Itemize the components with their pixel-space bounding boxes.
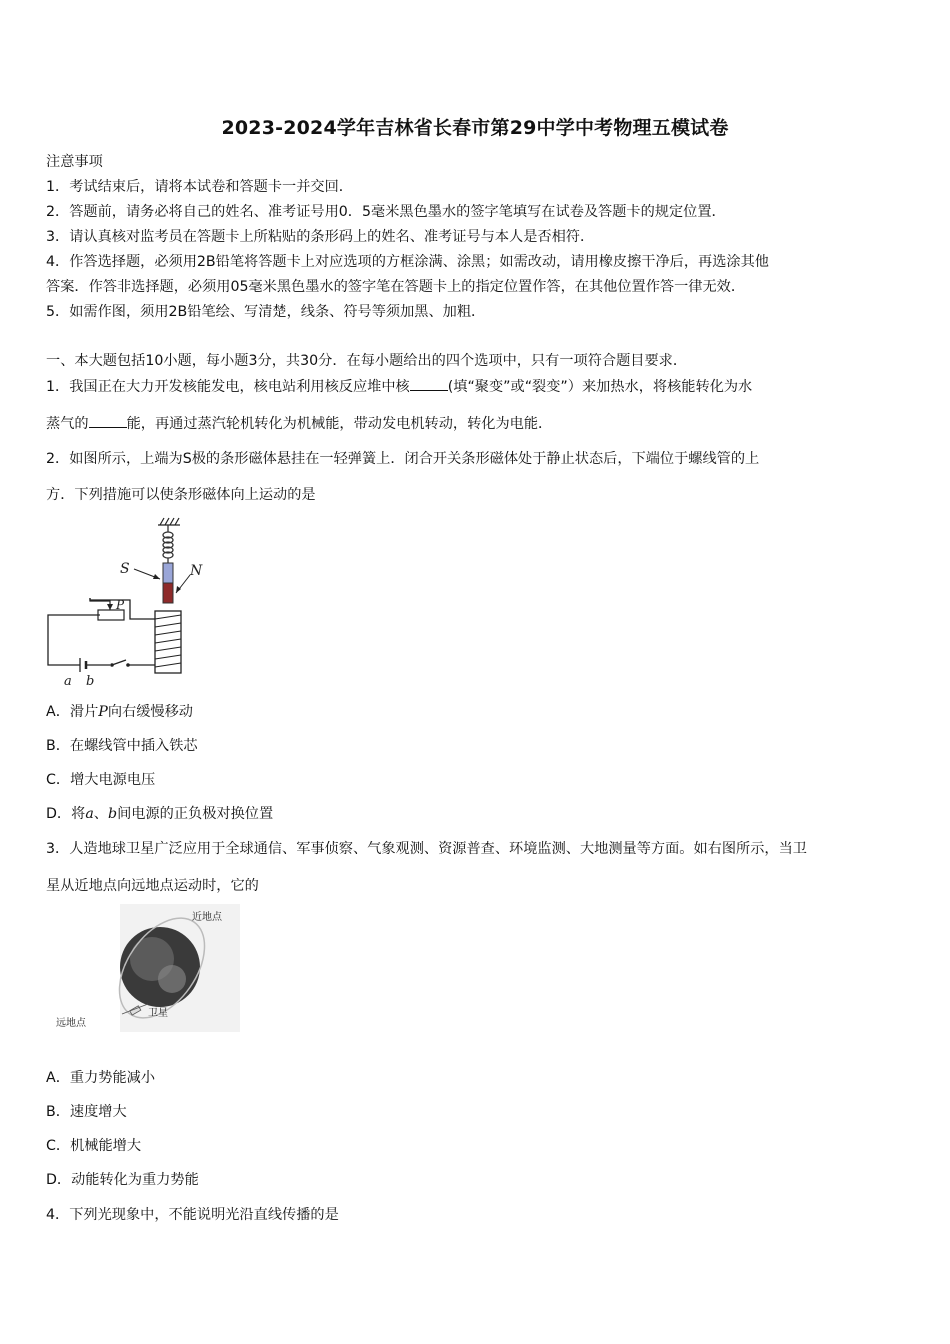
question-3-line-1: 3．人造地球卫星广泛应用于全球通信、军事侦察、气象观测、资源普查、环境监测、大地测量等方面。如右图所示，当卫 [46, 841, 807, 857]
q1-text-c: 蒸气的 [46, 416, 89, 432]
q1-blank-1 [410, 376, 448, 391]
notice-item-5: 5．如需作图，须用2B铅笔绘、写清楚，线条、符号等须加黑、加粗． [46, 304, 486, 320]
q2-option-c: C．增大电源电压 [46, 772, 156, 788]
question-2-line-2: 方．下列措施可以使条形磁体向上运动的是 [46, 487, 316, 503]
question-1-line-2 [46, 413, 552, 434]
q2-option-d: D．将a、b间电源的正负极对换位置 [46, 806, 274, 822]
q3-option-b: B．速度增大 [46, 1104, 127, 1120]
section-heading: 一、本大题包括10小题，每小题3分，共30分．在每小题给出的四个选项中，只有一项符合题目要求． [46, 353, 688, 369]
q1-text-a: 1．我国正在大力开发核能发电，核电站利用核反应堆中核 [46, 379, 410, 395]
page-title: 2023-2024学年吉林省长春市第29中学中考物理五模试卷 [221, 117, 729, 139]
notice-item-1: 1．考试结束后，请将本试卷和答题卡一并交回． [46, 179, 353, 195]
notice-item-3: 3．请认真核对监考员在答题卡上所粘贴的条形码上的姓名、准考证号与本人是否相符． [46, 229, 595, 245]
q1-text-d: 能，再通过蒸汽轮机转化为机械能，带动发电机转动，转化为电能． [126, 416, 553, 432]
notice-item-4-continued: 答案．作答非选择题，必须用05毫米黑色墨水的签字笔在答题卡上的指定位置作答，在其他位置作答一律无效． [46, 279, 746, 295]
q3-orbit-figure [52, 904, 242, 1032]
switch-lever [112, 660, 126, 665]
question-2-line-1: 2．如图所示，上端为S极的条形磁体悬挂在一轻弹簧上．闭合开关条形磁体处于静止状态后，下端位于螺线管的上 [46, 451, 760, 467]
q1-text-b: (填“聚变”或“裂变”）来加热水，将核能转化为水 [447, 379, 753, 395]
notice-heading: 注意事项 [46, 154, 103, 170]
label-b: b [86, 674, 95, 689]
q3-option-c: C．机械能增大 [46, 1138, 142, 1154]
label-a: a [64, 674, 72, 689]
q2-option-b: B．在螺线管中插入铁芯 [46, 738, 198, 754]
q1-blank-2 [89, 413, 127, 428]
slider-arrow [107, 604, 113, 610]
q3-option-a: A．重力势能减小 [46, 1070, 156, 1086]
magnet-n-pole [163, 583, 173, 603]
q2-circuit-figure [40, 515, 210, 690]
question-1-line-1 [46, 376, 752, 397]
magnet-s-pole [163, 563, 173, 583]
label-n: N [190, 563, 203, 579]
circuit-wires [48, 598, 155, 665]
label-s: S [120, 561, 130, 577]
spring [163, 525, 173, 563]
arrow-s-head [153, 574, 160, 579]
ceiling-hatch [158, 518, 180, 525]
question-4-line-1: 4．下列光现象中，不能说明光沿直线传播的是 [46, 1207, 339, 1223]
label-satellite: 卫星 [148, 1008, 168, 1019]
label-perigee: 近地点 [192, 912, 222, 923]
q2-option-a: A．滑片P向右缓慢移动 [46, 704, 193, 720]
question-3-line-2: 星从近地点向远地点运动时，它的 [46, 878, 259, 894]
notice-item-4: 4．作答选择题，必须用2B铅笔将答题卡上对应选项的方框涂满、涂黑；如需改动，请用橡皮擦干净后，再选涂其他 [46, 254, 769, 270]
label-apogee: 远地点 [56, 1018, 86, 1029]
notice-item-2: 2．答题前，请务必将自己的姓名、准考证号用0．5毫米黑色墨水的签字笔填写在试卷及答题卡的规定位置． [46, 204, 726, 220]
solenoid-windings [155, 615, 181, 667]
label-p: P [116, 598, 125, 612]
switch-contact [126, 663, 130, 667]
q3-option-d: D．动能转化为重力势能 [46, 1172, 199, 1188]
